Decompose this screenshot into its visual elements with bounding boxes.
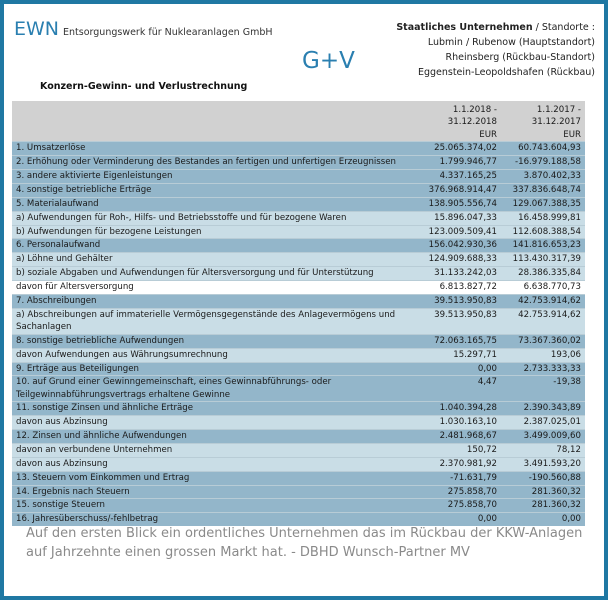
value-2018: -71.631,79 xyxy=(417,471,501,485)
table-row xyxy=(12,362,585,376)
value-2017: 42.753.914,62 xyxy=(501,295,585,309)
value-2018: 6.813.827,72 xyxy=(417,281,501,295)
row-label: a) Löhne und Gehälter xyxy=(12,253,417,267)
table-row xyxy=(12,211,585,225)
logo-text: EWN xyxy=(14,18,60,40)
value-2018: 150,72 xyxy=(417,443,501,457)
row-label: 16. Jahresüberschuss/-fehlbetrag xyxy=(12,513,417,526)
value-2018: 0,00 xyxy=(417,513,501,526)
value-2017: 337.836.648,74 xyxy=(501,183,585,197)
value-2018: 72.063.165,75 xyxy=(417,334,501,348)
table-row xyxy=(12,334,585,348)
value-2017: -190.560,88 xyxy=(501,471,585,485)
value-2017: -19,38 xyxy=(501,376,585,402)
table-row xyxy=(12,457,585,471)
value-2018: 31.133.242,03 xyxy=(417,267,501,281)
row-label: 10. auf Grund einer Gewinngemeinschaft, eines Gewinnabführungs- oder Teilgewinnabführungsvertrags erhaltene Gewinne xyxy=(12,376,417,402)
value-2018: 156.042.930,36 xyxy=(417,239,501,253)
company-name: Entsorgungswerk für Nuklearanlagen GmbH xyxy=(63,27,273,38)
row-label: davon aus Abzinsung xyxy=(12,457,417,471)
value-2017: 0,00 xyxy=(501,513,585,526)
value-2018: 1.040.394,28 xyxy=(417,402,501,416)
row-label: davon für Altersversorgung xyxy=(12,281,417,295)
row-label: 8. sonstige betriebliche Aufwendungen xyxy=(12,334,417,348)
table-row xyxy=(12,499,585,513)
page-title: Konzern-Gewinn- und Verlustrechnung xyxy=(40,81,248,92)
row-label: 6. Personalaufwand xyxy=(12,239,417,253)
value-2018: 123.009.509,41 xyxy=(417,225,501,239)
value-2018: 15.896.047,33 xyxy=(417,211,501,225)
row-label: 14. Ergebnis nach Steuern xyxy=(12,485,417,499)
table-row xyxy=(12,295,585,309)
value-2018: 2.481.968,67 xyxy=(417,429,501,443)
table-row xyxy=(12,402,585,416)
value-2017: 2.733.333,33 xyxy=(501,362,585,376)
value-2018: 4,47 xyxy=(417,376,501,402)
site-line: Rheinsberg (Rückbau-Standort) xyxy=(445,52,595,63)
value-2017: 3.491.593,20 xyxy=(501,457,585,471)
value-2017: 193,06 xyxy=(501,348,585,362)
value-2018: 376.968.914,47 xyxy=(417,183,501,197)
company-logo xyxy=(14,18,273,40)
row-label: 2. Erhöhung oder Verminderung des Bestandes an fertigen und unfertigen Erzeugnissen xyxy=(12,156,417,170)
row-label: davon aus Abzinsung xyxy=(12,416,417,430)
row-label: 4. sonstige betriebliche Erträge xyxy=(12,183,417,197)
table-header xyxy=(12,101,585,142)
value-2017: 60.743.604,93 xyxy=(501,142,585,156)
row-label: 15. sonstige Steuern xyxy=(12,499,417,513)
row-label: a) Aufwendungen für Roh-, Hilfs- und Betriebsstoffe und für bezogene Waren xyxy=(12,211,417,225)
value-2017: 16.458.999,81 xyxy=(501,211,585,225)
caption-text: Auf den ersten Blick ein ordentliches Unternehmen das im Rückbau der KKW-Anlagen auf Jahrzehnte einen grossen Markt hat. - DBHD Wunsch-Partner MV xyxy=(26,526,583,560)
value-2017: 281.360,32 xyxy=(501,485,585,499)
value-2017: 129.067.388,35 xyxy=(501,197,585,211)
value-2017: 141.816.653,23 xyxy=(501,239,585,253)
table-row xyxy=(12,239,585,253)
value-2017: 28.386.335,84 xyxy=(501,267,585,281)
table-row xyxy=(12,416,585,430)
row-label: 1. Umsatzerlöse xyxy=(12,142,417,156)
value-2018: 2.370.981,92 xyxy=(417,457,501,471)
value-2017: 3.870.402,33 xyxy=(501,170,585,184)
table-row xyxy=(12,443,585,457)
site-list xyxy=(396,20,595,80)
column-header-2018: 1.1.2018 - 31.12.2018 EUR xyxy=(417,101,501,142)
ownership-label: Staatliches Unternehmen xyxy=(396,22,533,33)
row-label: 11. sonstige Zinsen und ähnliche Erträge xyxy=(12,402,417,416)
row-label: 7. Abschreibungen xyxy=(12,295,417,309)
gv-badge: G+V xyxy=(302,48,355,74)
value-2018: 39.513.950,83 xyxy=(417,295,501,309)
row-label: 5. Materialaufwand xyxy=(12,197,417,211)
table-row xyxy=(12,281,585,295)
value-2017: 281.360,32 xyxy=(501,499,585,513)
row-label: a) Abschreibungen auf immaterielle Vermögensgegenstände des Anlagevermögens und Sachanlagen xyxy=(12,308,417,334)
table-row xyxy=(12,156,585,170)
value-2018: 15.297,71 xyxy=(417,348,501,362)
table-row xyxy=(12,225,585,239)
table-row xyxy=(12,485,585,499)
site-line: Lubmin / Rubenow (Hauptstandort) xyxy=(427,37,595,48)
row-label: davon Aufwendungen aus Währungsumrechnung xyxy=(12,348,417,362)
value-2017: -16.979.188,58 xyxy=(501,156,585,170)
table-row xyxy=(12,170,585,184)
table-row xyxy=(12,142,585,156)
row-label: b) Aufwendungen für bezogene Leistungen xyxy=(12,225,417,239)
column-header-2017: 1.1.2017 - 31.12.2017 EUR xyxy=(501,101,585,142)
row-label: davon an verbundene Unternehmen xyxy=(12,443,417,457)
table-row xyxy=(12,471,585,485)
row-label: 3. andere aktivierte Eigenleistungen xyxy=(12,170,417,184)
value-2018: 39.513.950,83 xyxy=(417,308,501,334)
sites-label: / Standorte : xyxy=(532,22,595,33)
value-2017: 2.390.343,89 xyxy=(501,402,585,416)
value-2018: 275.858,70 xyxy=(417,485,501,499)
row-label: 9. Erträge aus Beteiligungen xyxy=(12,362,417,376)
table-row xyxy=(12,267,585,281)
table-row xyxy=(12,183,585,197)
table-row xyxy=(12,429,585,443)
table-row xyxy=(12,253,585,267)
value-2018: 1.799.946,77 xyxy=(417,156,501,170)
value-2017: 42.753.914,62 xyxy=(501,308,585,334)
value-2017: 2.387.025,01 xyxy=(501,416,585,430)
value-2017: 78,12 xyxy=(501,443,585,457)
table-row xyxy=(12,308,585,334)
value-2017: 113.430.317,39 xyxy=(501,253,585,267)
table-row xyxy=(12,197,585,211)
value-2018: 124.909.688,33 xyxy=(417,253,501,267)
table-row xyxy=(12,376,585,402)
row-label: 13. Steuern vom Einkommen und Ertrag xyxy=(12,471,417,485)
value-2017: 73.367.360,02 xyxy=(501,334,585,348)
row-label: b) soziale Abgaben und Aufwendungen für Altersversorgung und für Unterstützung xyxy=(12,267,417,281)
table-row xyxy=(12,348,585,362)
value-2018: 4.337.165,25 xyxy=(417,170,501,184)
value-2018: 0,00 xyxy=(417,362,501,376)
income-statement-table xyxy=(12,101,585,526)
value-2018: 25.065.374,02 xyxy=(417,142,501,156)
value-2018: 275.858,70 xyxy=(417,499,501,513)
value-2018: 138.905.556,74 xyxy=(417,197,501,211)
row-label: 12. Zinsen und ähnliche Aufwendungen xyxy=(12,429,417,443)
value-2018: 1.030.163,10 xyxy=(417,416,501,430)
value-2017: 112.608.388,54 xyxy=(501,225,585,239)
value-2017: 3.499.009,60 xyxy=(501,429,585,443)
value-2017: 6.638.770,73 xyxy=(501,281,585,295)
site-line: Eggenstein-Leopoldshafen (Rückbau) xyxy=(417,67,595,78)
document-frame xyxy=(4,4,604,596)
